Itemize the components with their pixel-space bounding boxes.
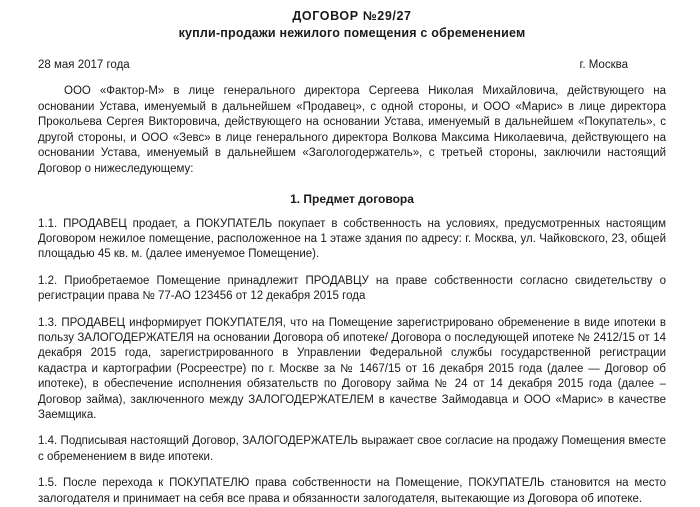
clause-1-3: 1.3. ПРОДАВЕЦ информирует ПОКУПАТЕЛЯ, что на Помещение зарегистрировано обременение в виде ипотеки в пользу ЗАЛОГОДЕРЖАТЕЛЯ на основании Договора об ипотеке/ Договора о последующей ипотеке № 2412/15 от 14 декабря 2015 года, зарегистрированного в Управлении Федеральной службы государственной регистрации кадастра и картографии (Росреестре) по г. Москве за № 1467/15 от 16 декабря 2015 года (далее — Договор об ипотеке), в обеспечение исполнения обязательств по Договору займа № 24 от 14 декабря 2015 года (далее – Договор займа), заключенного между ЗАЛОГОДЕРЖАТЕЛЕМ в качестве Займодавца и ООО «Марис» в качестве Заемщика.	[38, 316, 666, 422]
section-1-heading: 1. Предмет договора	[290, 191, 414, 206]
preamble-paragraph: ООО «Фактор-М» в лице генерального директора Сергеева Николая Михайловича, действующего на основании Устава, именуемый в дальнейшем «Продавец», с одной стороны, и ООО «Марис» в лице директора Прокольева Сергея Викторовича, действующего на основании Устава, именуемый в дальнейшем «Покупатель», с другой стороны, и ООО «Зевс» в лице генерального директора Волкова Максима Николаевича, действующего на основании Устава, именуемый в дальнейшем «Загологодержатель», с третьей стороны, заключили настоящий Договор о нижеследующему:	[38, 85, 666, 175]
clause-1-5: 1.5. После перехода к ПОКУПАТЕЛЮ права собственности на Помещение, ПОКУПАТЕЛЬ становится на место залогодателя и принимает на себя все права и обязанности залогодателя, вытекающие из Договора об ипотеке.	[38, 477, 666, 505]
clause-1-2: 1.2. Приобретаемое Помещение принадлежит ПРОДАВЦУ на праве собственности согласно свидетельству о регистрации права № 77-АО 123456 от 12 декабря 2015 года	[38, 274, 666, 303]
document-date: 28 мая 2017 года	[38, 59, 130, 71]
clause-1-4: 1.4. Подписывая настоящий Договор, ЗАЛОГОДЕРЖАТЕЛЬ выражает свое согласие на продажу Помещения вместе с обременением в виде ипотеки.	[38, 435, 666, 463]
document-meta	[38, 59, 666, 71]
document-city: г. Москва	[579, 59, 628, 71]
document-subtitle: купли-продажи нежилого помещения с обременением	[178, 26, 526, 40]
document-title: ДОГОВОР №29/27	[292, 9, 412, 23]
clause-1-1: 1.1. ПРОДАВЕЦ продает, а ПОКУПАТЕЛЬ покупает в собственность на условиях, предусмотренных настоящим Договором нежилое помещение, расположенное на 1 этаже здания по адресу: г. Москва, ул. Чайковского, 23, общей площадью 45 кв. м. (далее именуемое Помещение).	[38, 217, 666, 261]
